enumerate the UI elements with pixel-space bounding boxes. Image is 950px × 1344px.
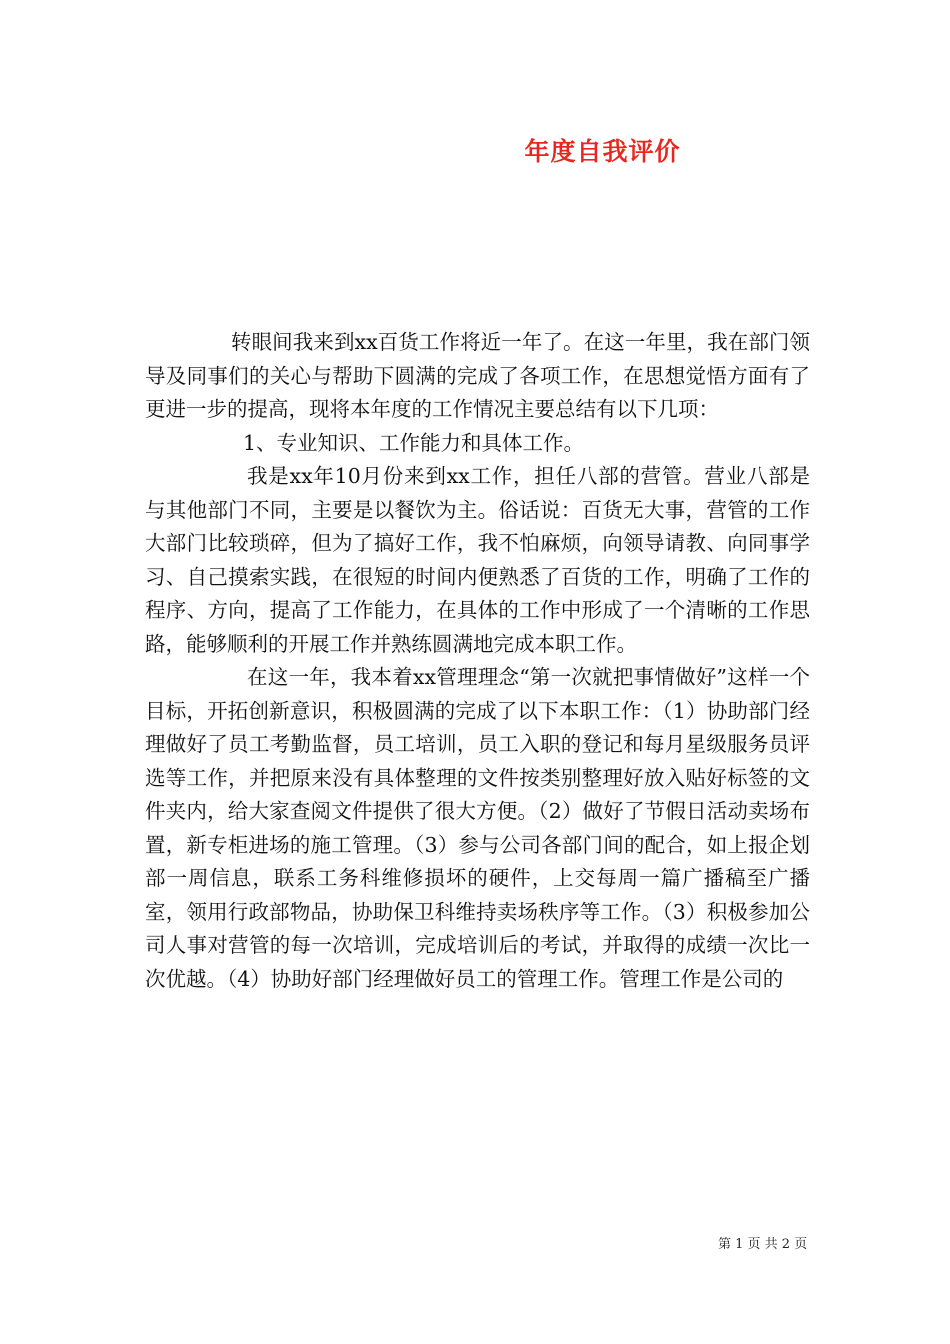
paragraph-intro: 转眼间我来到xx百货工作将近一年了。在这一年里，我在部门领导及同事们的关心与帮助下圆满的完成了各项工作，在思想觉悟方面有了更进一步的提高，现将本年度的工作情况主要总结有以下几项： (145, 330, 810, 421)
paragraph-duties: 在这一年，我本着xx管理理念“第一次就把事情做好”这样一个目标，开拓创新意识，积极圆满的完成了以下本职工作：（1）协助部门经理做好了员工考勤监督，员工培训，员工入职的登记和每月星级服务员评选等工作，并把原来没有具体整理的文件按类别整理好放入贴好标签的文件夹内，给大家查阅文件提供了很大方便。（2）做好了节假日活动卖场布置，新专柜进场的施工管理。（3）参与公司各部门间的配合，如上报企划部一周信息，联系工务科维修损坏的硬件，上交每周一篇广播稿至广播室，领用行政部物品，协助保卫科维持卖场秩序等工作。（3）积极参加公司人事对营管的每一次培训，完成培训后的考试，并取得的成绩一次比一次优越。（4）协助好部门经理做好员工的管理工作。管理工作是公司的 (145, 665, 810, 991)
paragraph-section-heading: 1、专业知识、工作能力和具体工作。 (243, 430, 585, 455)
document-title: 年度自我评价 (524, 137, 681, 166)
paragraph-work-description: 我是xx年10月份来到xx工作，担任八部的营管。营业八部是与其他部门不同，主要是以餐饮为主。俗话说：百货无大事，营管的工作大部门比较琐碎，但为了搞好工作，我不怕麻烦，向领导请教、向同事学习、自己摸索实践，在很短的时间内便熟悉了百货的工作，明确了工作的程序、方向，提高了工作能力，在具体的工作中形成了一个清晰的工作思路，能够顺利的开展工作并熟练圆满地完成本职工作。 (145, 464, 810, 656)
document-body (145, 326, 810, 996)
page-number: 第 1 页 共 2 页 (718, 1237, 808, 1252)
